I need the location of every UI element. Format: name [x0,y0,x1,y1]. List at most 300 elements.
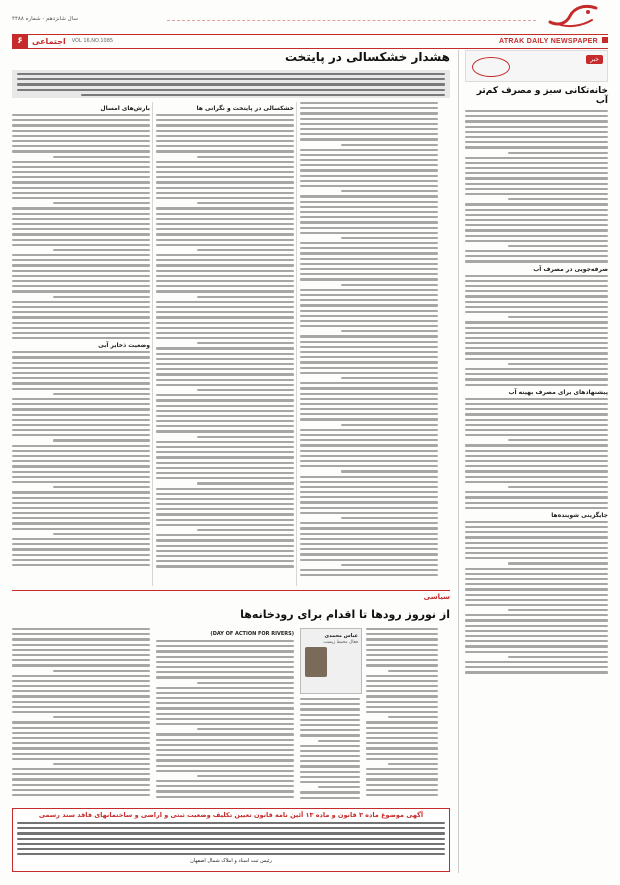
text-line [300,553,438,555]
text-line [156,645,294,647]
text-line [300,268,438,270]
text-line [300,185,438,187]
text-line [300,393,438,395]
text-line [366,706,438,708]
text-line [300,527,438,529]
text-line [366,659,438,661]
newspaper-english-name: ATRAK DAILY NEWSPAPER [499,37,608,45]
text-line [300,325,438,327]
text-line [12,685,150,687]
text-line [366,768,438,770]
issue-meta: سال شانزدهم - شماره ۴۴۸۸ [12,16,78,22]
text-line [156,270,294,272]
text-line [156,451,294,453]
text-line [12,254,150,256]
text-line [156,780,294,782]
text-line [156,150,294,152]
text-line [156,213,294,215]
text-line [366,628,438,630]
text-line [12,758,150,760]
column-divider [296,102,297,586]
text-line [53,763,150,765]
text-line [465,429,608,431]
text-line [465,120,608,122]
text-line [12,507,150,509]
text-line [156,176,294,178]
text-line [300,486,438,488]
text-line [300,133,438,135]
text-line [465,141,608,143]
text-line [156,446,294,448]
text-line [156,347,294,349]
text-line [508,198,608,200]
text-line [12,218,150,220]
text-line [300,548,438,550]
text-line [12,564,150,566]
text-line [156,770,294,772]
text-line [156,759,294,761]
text-line [156,707,294,709]
text-line [366,747,438,749]
text-line [465,209,608,211]
text-line [300,418,438,420]
text-line [300,149,438,151]
text-line [156,192,294,194]
text-line [156,130,294,132]
section2-column-2 [156,628,294,804]
text-line [300,216,438,218]
text-line [12,695,150,697]
text-line [156,233,294,235]
text-line [508,486,608,488]
text-line [465,403,608,405]
text-line [465,661,608,663]
text-line [300,372,438,374]
text-line [12,119,150,121]
text-line [156,322,294,324]
text-line [300,367,438,369]
text-line [12,502,150,504]
text-line [300,522,438,524]
text-line [465,260,608,262]
section2-headline: از نوروز رودها تا اقدام برای رودخانه‌ها [240,608,450,621]
text-line [12,659,150,661]
text-line [300,159,438,161]
article-column-3 [12,102,150,586]
text-line [156,661,294,663]
text-line [341,424,438,426]
text-line [300,507,438,509]
text-line [12,548,150,550]
text-line [465,502,608,504]
main-headline: هشدار خشکسالی در پایتخت [284,50,450,64]
text-line [156,785,294,787]
text-line [300,175,438,177]
text-line [12,145,150,147]
text-line [12,460,150,462]
text-line [12,264,150,266]
text-line [156,415,294,417]
text-line [12,747,150,749]
text-line [156,140,294,142]
text-line [12,706,150,708]
text-line [17,843,445,845]
text-line [156,207,294,209]
text-line [300,164,438,166]
text-line [300,195,438,197]
text-line [156,379,294,381]
text-line [300,289,438,291]
text-line [12,628,150,630]
text-line [156,161,294,163]
text-line [465,240,608,242]
text-line [156,790,294,792]
text-line [465,321,608,323]
text-line [300,361,438,363]
text-line [12,301,150,303]
text-line [156,640,294,642]
text-line [12,419,150,421]
text-line [156,650,294,652]
volume-number: VOL 16,NO.1085 [71,38,114,44]
text-line [12,171,150,173]
text-line [465,136,608,138]
text-line [12,306,150,308]
text-line [366,727,438,729]
author-role: فعال محیط زیست [323,640,358,645]
text-line [465,604,608,606]
article-subhead: وضعیت ذخایر آبی [98,342,150,350]
text-line [341,144,438,146]
text-line [300,341,438,343]
text-line [12,424,150,426]
text-line [156,223,294,225]
text-line [156,462,294,464]
text-line [318,740,360,742]
text-line [17,827,445,829]
text-line [300,543,438,545]
text-line [156,524,294,526]
text-line [465,542,608,544]
text-line [465,358,608,360]
text-line [12,701,150,703]
text-line [341,377,438,379]
text-line [300,708,360,710]
text-line [508,316,608,318]
text-line [366,753,438,755]
text-line [465,481,608,483]
text-line [300,745,360,747]
text-line [300,263,438,265]
text-line [465,224,608,226]
column-divider [152,102,153,586]
text-line [156,181,294,183]
section-name: اجتماعی [32,36,66,46]
text-line [300,310,438,312]
text-line [300,408,438,410]
text-line [465,167,608,169]
section-tag: سیاسی [423,593,450,601]
text-line [300,232,438,234]
text-line [465,280,608,282]
text-line [12,638,150,640]
text-line [156,503,294,505]
text-line [465,275,608,277]
text-line [17,838,445,840]
text-line [156,358,294,360]
text-line [300,750,360,752]
text-line [465,450,608,452]
text-line [465,536,608,538]
text-line [12,554,150,556]
text-line [465,193,608,195]
text-line [156,399,294,401]
text-line [300,760,360,762]
text-line [156,119,294,121]
text-line [12,522,150,524]
text-line [300,382,438,384]
text-line [156,796,294,798]
text-line [12,332,150,334]
text-line [156,493,294,495]
text-line [12,161,150,163]
text-line [508,562,608,564]
text-line [341,470,438,472]
text-line [465,455,608,457]
text-line [366,794,438,796]
text-line [300,734,360,736]
text-line [156,166,294,168]
text-line [12,471,150,473]
text-line [12,649,150,651]
right-article-title: خانه‌تکانی سبز و مصرف کم‌تر آب [476,86,608,106]
text-line [156,244,294,246]
author-photo [305,647,327,677]
text-line [156,765,294,767]
text-line [465,573,608,575]
text-line [300,559,438,561]
text-line [12,181,150,183]
text-line [156,477,294,479]
lead-paragraph [12,70,450,98]
text-line [465,424,608,426]
text-line [465,162,608,164]
text-line [465,614,608,616]
text-line [156,280,294,282]
text-line [12,166,150,168]
logo-swirl-icon [544,2,600,32]
text-line [465,342,608,344]
text-line [465,301,608,303]
text-line [300,439,438,441]
text-line [465,131,608,133]
text-line [53,716,150,718]
text-line [300,242,438,244]
text-line [156,405,294,407]
text-line [12,275,150,277]
text-line [300,703,360,705]
text-line [300,180,438,182]
text-line [156,456,294,458]
text-line [197,482,294,484]
text-line [465,526,608,528]
text-line [156,285,294,287]
text-line [156,337,294,339]
text-line [388,670,438,672]
text-line [465,465,608,467]
article-subhead: بارش‌های امسال [100,105,150,112]
text-line [12,675,150,677]
text-line [53,393,150,395]
text-line [465,476,608,478]
right-subhead: جایگزینی شوینده‌ها [551,511,608,519]
text-line [300,729,360,731]
text-line [197,296,294,298]
text-line [12,114,150,116]
text-line [366,644,438,646]
text-line [12,187,150,189]
text-line [53,670,150,672]
text-line [465,177,608,179]
text-line [156,723,294,725]
section2-column-1b [300,698,360,804]
text-line [156,656,294,658]
text-line [156,671,294,673]
text-line [465,619,608,621]
text-line [465,625,608,627]
text-line [12,280,150,282]
text-line [300,569,438,571]
text-line [300,714,360,716]
text-line [12,727,150,729]
text-line [465,419,608,421]
text-line [12,290,150,292]
text-line [197,389,294,391]
text-line [366,690,438,692]
text-line [465,332,608,334]
text-line [17,832,445,834]
text-line [300,755,360,757]
text-line [465,183,608,185]
text-line [12,794,150,796]
text-line [12,367,150,369]
text-line [12,140,150,142]
text-line [300,719,360,721]
text-line [12,429,150,431]
text-line [156,124,294,126]
text-line [53,249,150,251]
text-line [12,351,150,353]
text-line [12,377,150,379]
author-name: عباس محمدی [324,633,358,639]
text-line [300,112,438,114]
text-line [156,275,294,277]
text-line [300,252,438,254]
text-line [300,724,360,726]
text-line [465,126,608,128]
text-line [300,221,438,223]
text-line [156,259,294,261]
text-line [12,517,150,519]
text-line [300,315,438,317]
english-title: (DAY OF ACTION FOR RIVERS) [210,631,294,637]
text-line [12,445,150,447]
text-line [12,732,150,734]
section2-column-1 [366,628,438,804]
text-line [197,436,294,438]
text-line [12,285,150,287]
text-line [197,202,294,204]
text-line [366,685,438,687]
text-line [12,239,150,241]
text-line [465,588,608,590]
text-line [300,320,438,322]
text-line [300,118,438,120]
text-line [156,420,294,422]
news-tag: خبر [586,55,603,64]
text-line [366,680,438,682]
text-line [300,429,438,431]
text-line [156,171,294,173]
text-line [12,414,150,416]
text-line [156,676,294,678]
text-line [300,346,438,348]
text-line [300,476,438,478]
text-line [12,337,150,339]
text-line [341,330,438,332]
section-bar [12,34,608,49]
notice-footer: رئیس ثبت اسناد و املاک شمال اصفهان [190,858,272,865]
text-line [300,299,438,301]
text-line [366,773,438,775]
text-line [318,786,360,788]
text-line [53,533,150,535]
text-line [465,373,608,375]
text-line [156,327,294,329]
text-line [465,578,608,580]
text-line [12,528,150,530]
text-line [366,789,438,791]
text-line [366,737,438,739]
text-line [12,491,150,493]
text-line [156,702,294,704]
text-line [156,539,294,541]
text-line [12,773,150,775]
text-line [12,150,150,152]
text-line [300,574,438,576]
text-line [465,290,608,292]
text-line [156,264,294,266]
text-line [300,273,438,275]
text-line [465,496,608,498]
text-line [366,638,438,640]
text-line [12,476,150,478]
text-line [12,465,150,467]
text-line [366,649,438,651]
text-line [300,765,360,767]
text-line [12,316,150,318]
text-line [156,441,294,443]
article-subhead: خشکسالی در پایتخت و نگرانی ها [196,105,294,112]
text-line [53,486,150,488]
text-line [17,853,445,855]
text-line [341,237,438,239]
text-line [53,156,150,158]
text-line [300,356,438,358]
text-line [17,822,445,824]
text-line [465,110,608,112]
text-line [12,481,150,483]
